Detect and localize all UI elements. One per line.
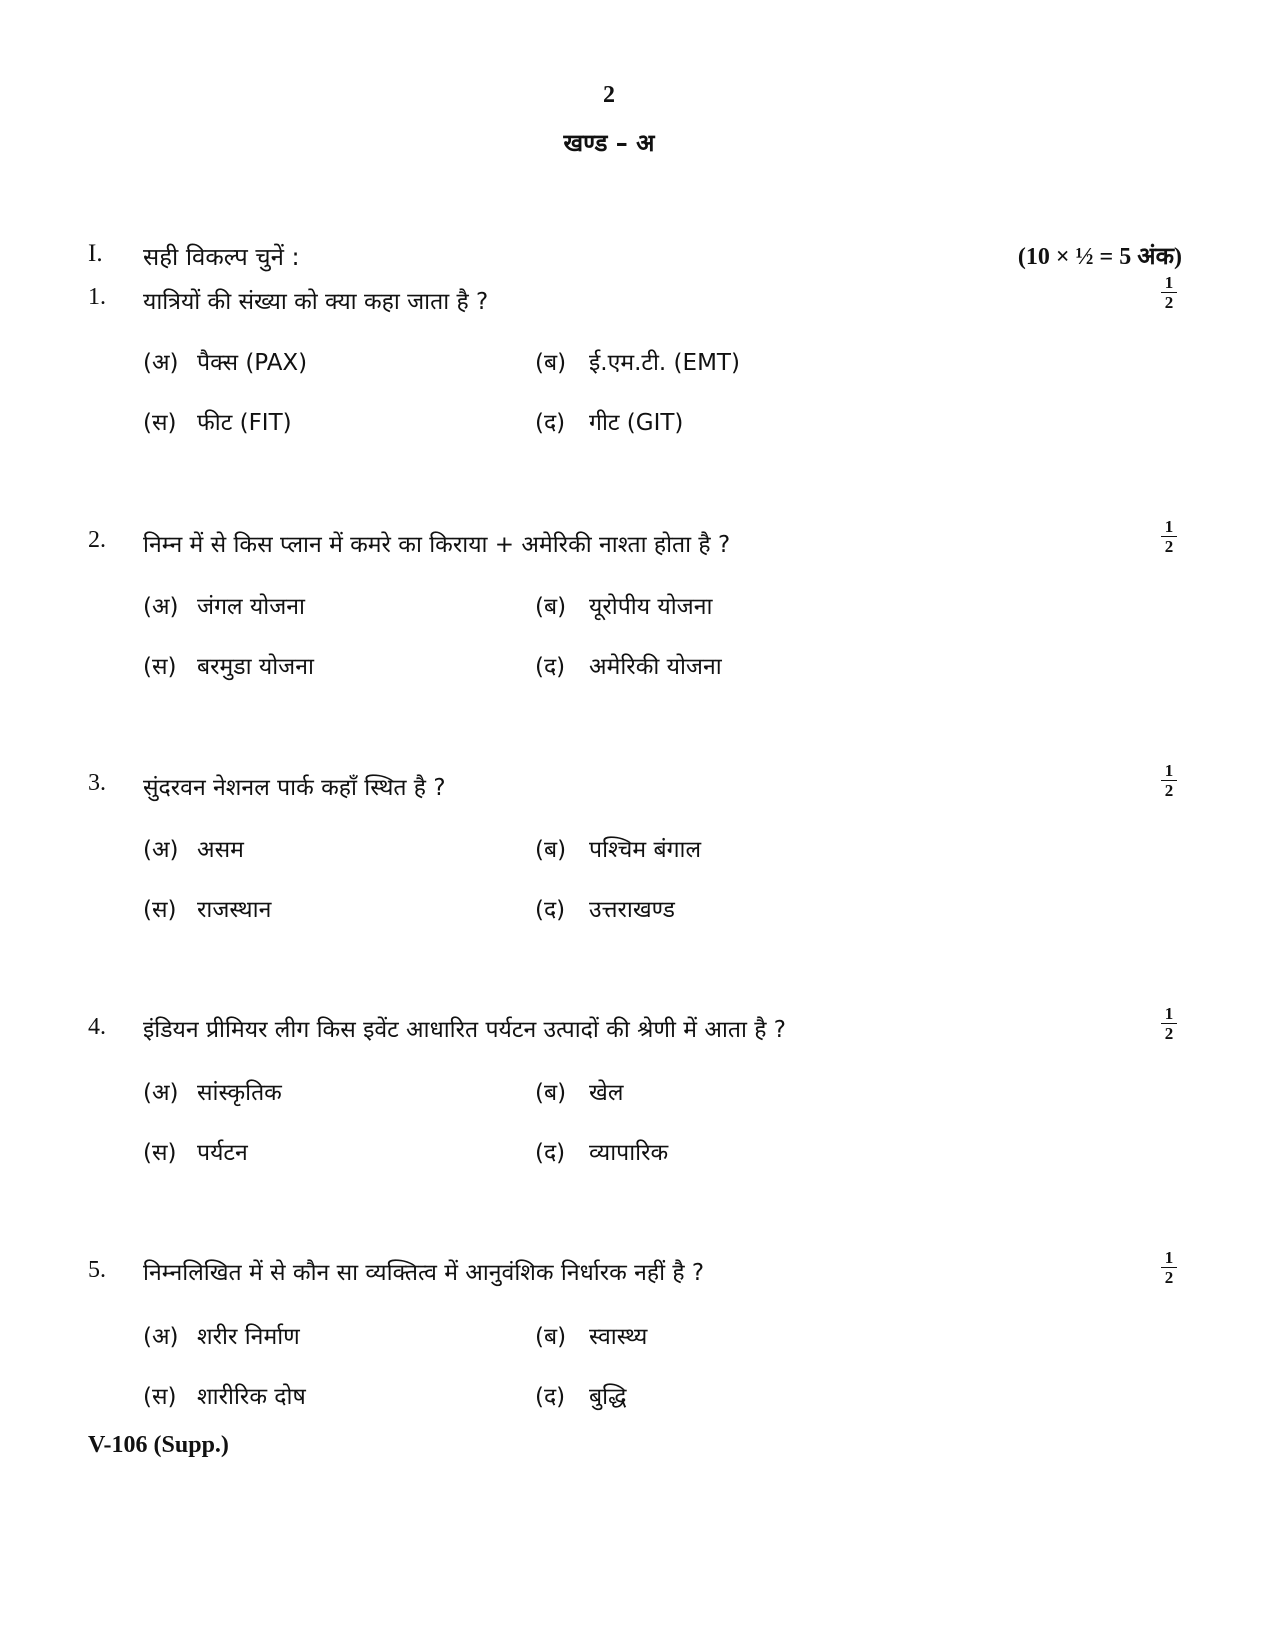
option-key: (अ) [143,1080,179,1106]
option-key: (ब) [535,1080,567,1106]
option-key: (अ) [143,837,179,863]
marks-denominator: 2 [1164,537,1174,556]
question-number: 2. [88,527,106,553]
option-text: ई.एम.टी. (EMT) [589,350,740,376]
marks-denominator: 2 [1164,1268,1174,1287]
option-key: (ब) [535,350,567,376]
option-text: व्यापारिक [589,1140,669,1166]
marks-denominator: 2 [1164,293,1174,312]
question-text: सुंदरवन नेशनल पार्क कहाँ स्थित है ? [143,775,446,801]
option-a [143,1075,282,1107]
option-key: (द) [535,1384,566,1410]
question-text: निम्नलिखित में से कौन सा व्यक्तित्व में आनुवंशिक निर्धारक नहीं है ? [143,1260,705,1286]
marks-denominator: 2 [1164,1024,1174,1043]
option-text: जंगल योजना [197,594,306,620]
option-c [143,892,271,924]
section-title: खण्ड – अ [563,129,655,157]
paper-code: V-106 (Supp.) [88,1432,229,1458]
marks-denominator: 2 [1164,781,1174,800]
question-marks [1159,1249,1179,1286]
option-d [535,892,675,924]
option-text: पैक्स (PAX) [197,350,308,376]
option-text: उत्तराखण्ड [589,897,675,923]
question-text: यात्रियों की संख्या को क्या कहा जाता है ? [143,289,489,315]
option-text: गीट (GIT) [589,410,684,436]
option-text: बरमुडा योजना [197,654,314,680]
option-b [535,832,701,864]
question-text: इंडियन प्रीमियर लीग किस इवेंट आधारित पर्यटन उत्पादों की श्रेणी में आता है ? [143,1017,786,1043]
part-marks: (10 × ½ = 5 अंक) [1017,244,1182,270]
part-instruction: सही विकल्प चुनें : [143,243,300,271]
option-text: पश्चिम बंगाल [589,837,702,863]
option-key: (स) [143,654,177,680]
option-key: (स) [143,1384,177,1410]
question-text: निम्न में से किस प्लान में कमरे का किराया + अमेरिकी नाश्ता होता है ? [143,532,731,558]
option-text: सांस्कृतिक [197,1080,282,1106]
question-marks [1159,762,1179,799]
question-number: 3. [88,770,106,796]
option-key: (अ) [143,1324,179,1350]
question-marks [1159,274,1179,311]
option-key: (ब) [535,594,567,620]
option-b [535,345,740,377]
marks-numerator: 1 [1164,761,1174,780]
option-d [535,1379,626,1411]
option-key: (स) [143,897,177,923]
option-c [143,649,314,681]
option-b [535,1319,647,1351]
option-key: (द) [535,410,566,436]
option-c [143,1379,306,1411]
option-text: शरीर निर्माण [197,1324,300,1350]
question-number: 5. [88,1257,106,1283]
option-text: यूरोपीय योजना [589,594,713,620]
option-key: (द) [535,1140,566,1166]
option-key: (स) [143,1140,177,1166]
marks-numerator: 1 [1164,1004,1174,1023]
option-d [535,405,683,437]
option-text: पर्यटन [197,1140,248,1166]
question-marks [1159,518,1179,555]
option-text: फीट (FIT) [197,410,292,436]
marks-numerator: 1 [1164,273,1174,292]
option-a [143,345,307,377]
option-text: अमेरिकी योजना [589,654,722,680]
option-d [535,649,722,681]
option-b [535,589,712,621]
option-c [143,1135,248,1167]
option-key: (द) [535,654,566,680]
question-number: 1. [88,284,106,310]
option-text: बुद्धि [589,1384,627,1410]
option-text: असम [197,837,244,863]
option-text: राजस्थान [197,897,272,923]
marks-numerator: 1 [1164,517,1174,536]
option-key: (अ) [143,594,179,620]
option-b [535,1075,623,1107]
option-text: स्वास्थ्य [589,1324,648,1350]
part-number: I. [88,240,103,267]
option-key: (अ) [143,350,179,376]
page-number: 2 [603,82,615,108]
question-marks [1159,1005,1179,1042]
option-key: (ब) [535,837,567,863]
option-key: (स) [143,410,177,436]
question-number: 4. [88,1014,106,1040]
option-text: खेल [589,1080,624,1106]
option-a [143,832,244,864]
option-d [535,1135,668,1167]
option-a [143,1319,300,1351]
option-text: शारीरिक दोष [197,1384,306,1410]
marks-numerator: 1 [1164,1248,1174,1267]
option-c [143,405,292,437]
option-a [143,589,305,621]
option-key: (ब) [535,1324,567,1350]
option-key: (द) [535,897,566,923]
